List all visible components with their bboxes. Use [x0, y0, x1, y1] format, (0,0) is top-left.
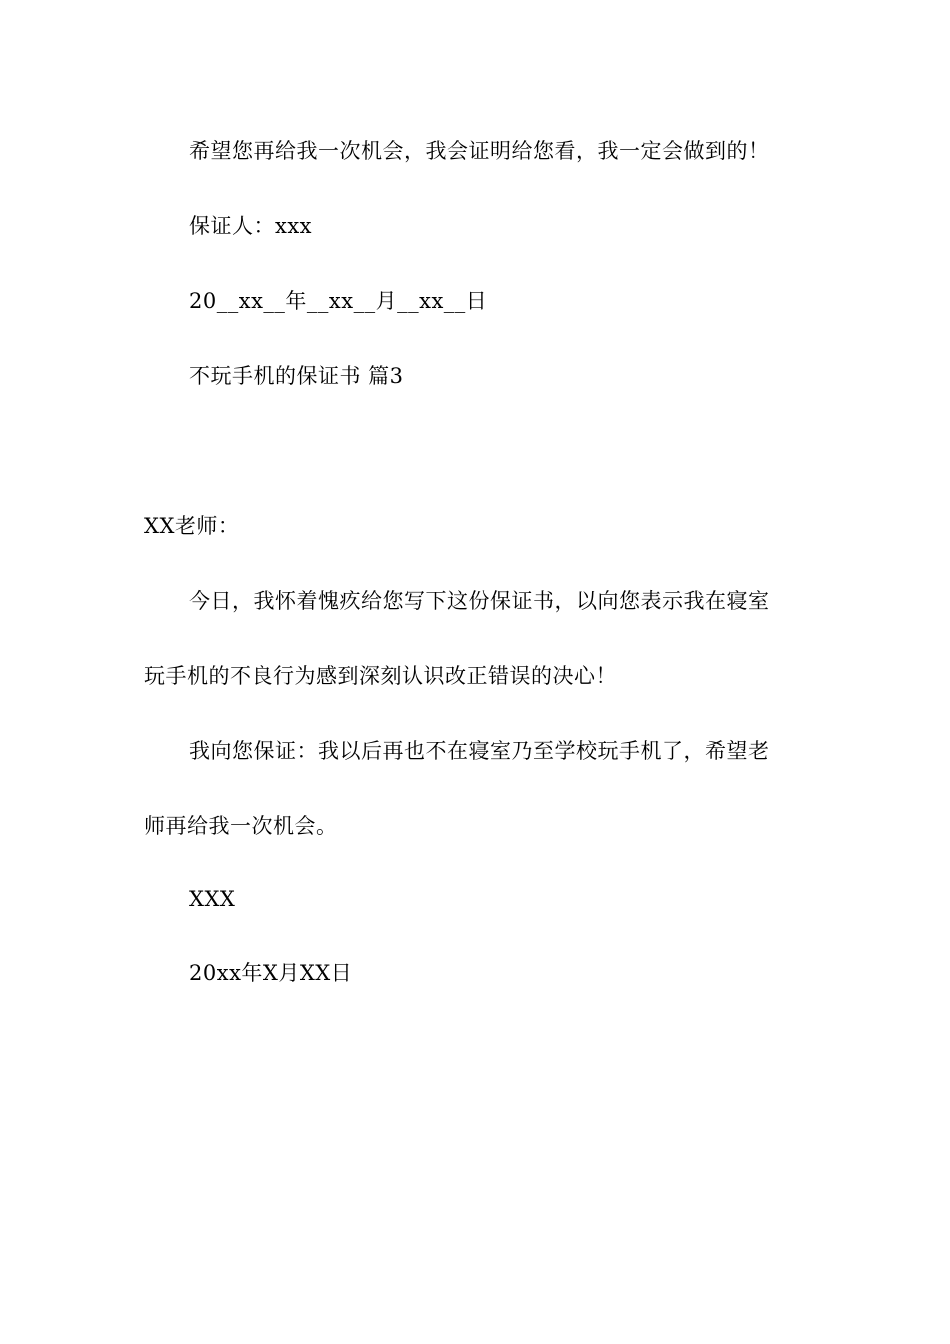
author-signature: XXX: [189, 887, 236, 911]
closing-plea-paragraph: 希望您再给我一次机会，我会证明给您看，我一定会做到的！: [189, 139, 770, 163]
body-paragraph-1-line-1: 今日，我怀着愧疚给您写下这份保证书，以向您表示我在寝室: [189, 589, 770, 613]
body-paragraph-2-line-2: 师再给我一次机会。: [144, 814, 338, 838]
closing-date: 20xx年X月XX日: [189, 961, 353, 985]
guarantor-signature: 保证人：xxx: [189, 214, 313, 238]
salutation: XX老师：: [144, 514, 240, 538]
body-paragraph-1-line-2: 玩手机的不良行为感到深刻认识改正错误的决心！: [144, 664, 617, 688]
section-title: 不玩手机的保证书 篇3: [189, 364, 404, 388]
body-paragraph-2-line-1: 我向您保证：我以后再也不在寝室乃至学校玩手机了，希望老: [189, 739, 770, 763]
signature-date: 20__xx__年__xx__月__xx__日: [189, 289, 488, 313]
